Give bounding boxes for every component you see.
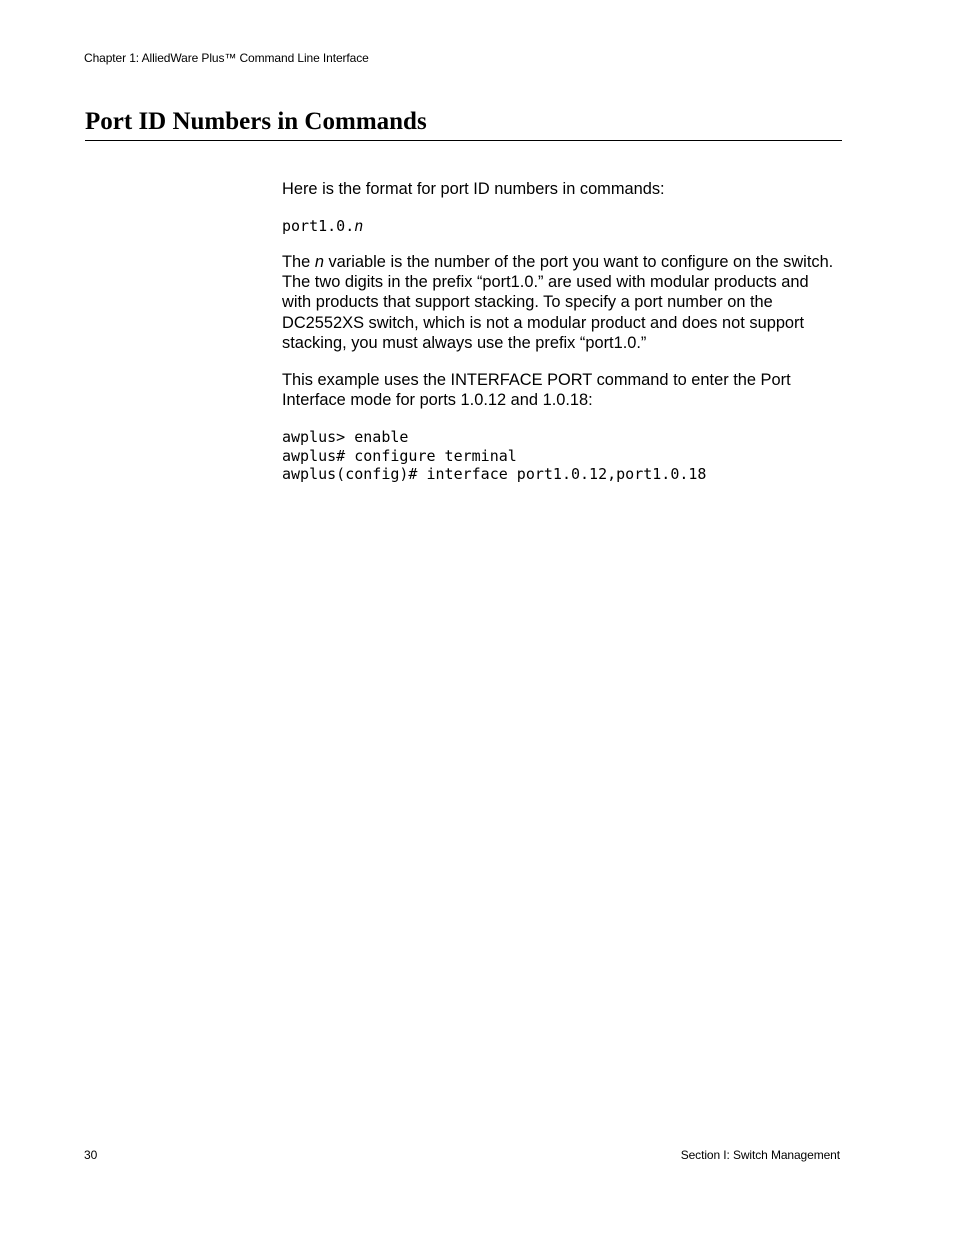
code-line: awplus(config)# interface port1.0.12,port1.0.18 (282, 465, 707, 483)
intro-paragraph: Here is the format for port ID numbers in commands: (282, 180, 665, 198)
port-format-code (282, 217, 363, 236)
page-number: 30 (84, 1148, 98, 1162)
port-format-variable: n (354, 217, 364, 235)
footer-section-name: Section I: Switch Management (680, 1148, 840, 1162)
section-title: Port ID Numbers in Commands (85, 108, 427, 135)
title-rule (85, 140, 842, 141)
code-line: awplus# configure terminal (282, 446, 517, 465)
code-line: awplus> enable (282, 428, 409, 446)
port-format-prefix: port1.0. (282, 217, 355, 235)
example-code-block (282, 428, 706, 484)
running-header: Chapter 1: AlliedWare Plus™ Command Line Interface (84, 51, 369, 65)
explanation-paragraph (282, 252, 842, 353)
explanation-lead: The (282, 253, 315, 271)
example-intro-paragraph: This example uses the INTERFACE PORT command to enter the Port Interface mode for ports 1.0.12 and 1.0.18: (282, 371, 791, 410)
explanation-variable: n (314, 253, 324, 271)
explanation-rest: variable is the number of the port you want to configure on the switch. The two digits in the prefix “port1.0.” are used with modular products and with products that support stacking. To specify a port number on the DC2552XS switch, which is not a modular product and does not support stacking, you must always use the prefix “port1.0.” (282, 253, 834, 352)
